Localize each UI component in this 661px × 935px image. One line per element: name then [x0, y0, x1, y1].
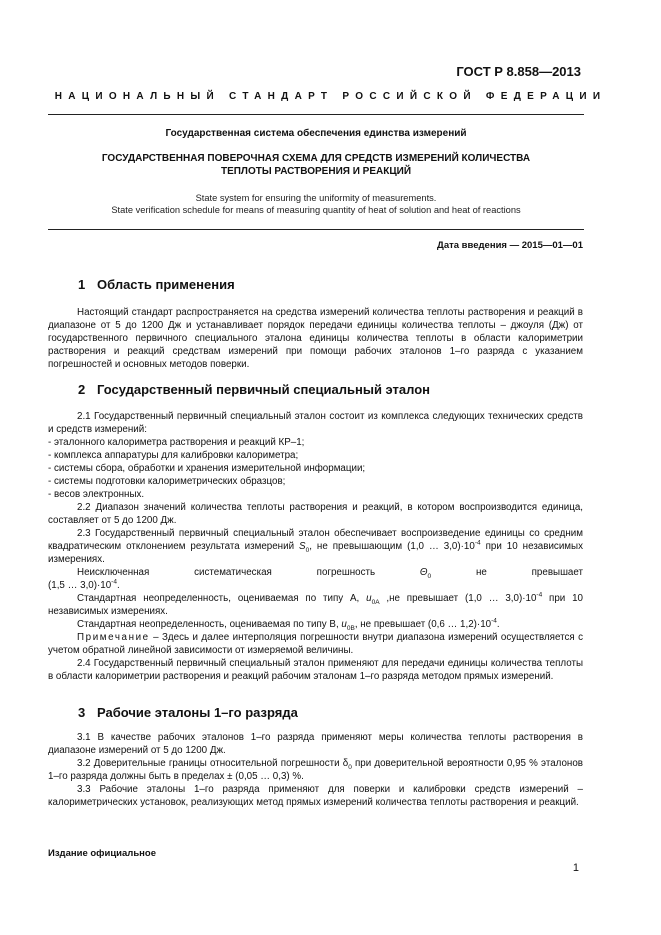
text-run: 2.3 Государственный первичный специальный эталон обеспечивает воспроизведение единицы со средним квадратическим отклонением результата измерений — [48, 528, 583, 552]
section-number: 1 — [78, 277, 86, 292]
text-run: (1,5 … 3,0)·10 — [48, 580, 112, 591]
exponent: -4 — [111, 578, 117, 586]
paragraph: 2.2 Диапазон значений количества теплоты растворения и реакций, в котором воспроизводится единица, составляет от 5 до 1200 Дж. — [48, 502, 583, 526]
english-title — [48, 192, 584, 216]
paragraph: 3.1 В качестве рабочих эталонов 1–го разряда применяют меры количества теплоты растворения в диапазоне измерений от 5 до 1200 Дж. — [48, 732, 583, 756]
paragraph — [48, 592, 583, 618]
exponent: -4 — [536, 591, 543, 599]
section-number: 2 — [78, 382, 86, 397]
section-title: Государственный первичный специальный эталон — [97, 382, 431, 397]
title-line-2: ТЕПЛОТЫ РАСТВОРЕНИЯ И РЕАКЦИЙ — [220, 166, 412, 177]
text-run: , не превышающим (1,0 … 3,0)·10 — [309, 541, 475, 552]
paragraph: 2.4 Государственный первичный специальный эталон применяют для передачи единицы количества теплоты в области калориметрии растворения и реакций рабочим эталонам 1–го разряда методом прямых измерений. — [48, 658, 583, 682]
text-run: , не превышает (0,6 … 1,2)·10 — [354, 619, 492, 630]
text-run: Стандартная неопределенность, оцениваемая по типу А, — [77, 593, 367, 604]
text-run: 3.2 Доверительные границы относительной погрешности δ — [77, 758, 349, 769]
list-item: - эталонного калориметра растворения и реакций КР–1; — [48, 437, 305, 448]
document-title — [48, 152, 584, 178]
english-title-line-2: State verification schedule for means of measuring quantity of heat of solution and heat of reactions — [111, 205, 521, 215]
symbol: u — [341, 619, 347, 630]
subscript: 0 — [427, 572, 432, 580]
paragraph — [48, 527, 583, 566]
text-run: . — [116, 580, 120, 591]
word: погрешность — [316, 567, 376, 578]
list-item: - комплекса аппаратуры для калибровки калориметра; — [48, 450, 299, 461]
list-item: - весов электронных. — [48, 489, 145, 500]
subscript: 0A — [371, 598, 380, 606]
list-item: - системы подготовки калориметрических образцов; — [48, 476, 286, 487]
subscript: 0 — [348, 763, 352, 771]
top-divider — [48, 114, 584, 115]
section-1-heading — [78, 277, 235, 292]
system-subtitle: Государственная система обеспечения единства измерений — [165, 128, 467, 139]
paragraph-line — [48, 579, 583, 592]
document-code: ГОСТ Р 8.858—2013 — [456, 64, 581, 79]
symbol: u — [366, 593, 372, 604]
page-number: 1 — [572, 862, 579, 874]
national-standard-heading: НАЦИОНАЛЬНЫЙ СТАНДАРТ РОССИЙСКОЙ ФЕДЕРАЦИИ — [54, 91, 607, 102]
list-item: - системы сбора, обработки и хранения измерительной информации; — [48, 463, 366, 474]
section-3-body — [48, 731, 583, 809]
title-divider — [48, 229, 584, 230]
text-run: ,не превышает (1,0 … 3,0)·10 — [379, 593, 537, 604]
paragraph: Настоящий стандарт распространяется на средства измерений количества теплоты растворения и реакций в диапазоне от 5 до 1200 Дж и устанавливает порядок передачи единицы количества теплоты – джоуля (Дж) от государственного первичного специального эталона единицы количества теплоты в области калориметрии растворения и реакций средствам измерений при помощи рабочих эталонов 1–го разряда с указанием погрешностей и основных методов поверки. — [48, 307, 583, 370]
word: не — [475, 567, 487, 578]
paragraph: 2.1 Государственный первичный специальный эталон состоит из комплекса следующих технических средств и средств измерений: — [48, 411, 583, 435]
text-run: Стандартная неопределенность, оцениваемая по типу В, — [77, 619, 342, 630]
word: систематическая — [194, 567, 272, 578]
english-title-line-1: State system for ensuring the uniformity of measurements. — [195, 193, 437, 203]
symbol: Θ — [419, 567, 428, 578]
text-run: . — [496, 619, 500, 630]
text-run: при 10 независимых измерениях. — [48, 541, 583, 565]
word: Неисключенная — [77, 567, 150, 578]
subscript: 0 — [305, 546, 310, 554]
symbol-group — [420, 566, 431, 579]
paragraph — [48, 757, 583, 783]
section-1-body — [48, 306, 583, 371]
section-2-heading — [78, 382, 430, 397]
text-run: при 10 независимых измерениях. — [48, 593, 583, 617]
edition-label: Издание официальное — [48, 848, 156, 859]
note — [48, 631, 583, 657]
paragraph-line — [48, 566, 583, 579]
title-line-1: ГОСУДАРСТВЕННАЯ ПОВЕРОЧНАЯ СХЕМА ДЛЯ СРЕДСТВ ИЗМЕРЕНИЙ КОЛИЧЕСТВА — [101, 153, 531, 164]
exponent: -4 — [491, 617, 497, 625]
paragraph: 3.3 Рабочие эталоны 1–го разряда применяют для поверки и калибровки средств измерений – калориметрических установок, реализующих метод прямых измерений количества теплоты растворения и реакций. — [48, 784, 583, 808]
section-3-heading — [78, 705, 298, 720]
paragraph — [48, 618, 583, 631]
section-number: 3 — [78, 705, 86, 720]
introduction-date: Дата введения — 2015—01—01 — [437, 240, 583, 251]
subscript: 0B — [346, 624, 355, 632]
section-title: Область применения — [97, 277, 235, 292]
note-label: Примечание — [77, 632, 150, 643]
section-2-body — [48, 410, 583, 683]
exponent: -4 — [474, 539, 481, 547]
text-run: при доверительной вероятности 0,95 % эталонов 1–го разряда должны быть в пределах ± (0,05 … 0,3) %. — [48, 758, 583, 782]
section-title: Рабочие эталоны 1–го разряда — [97, 705, 298, 720]
symbol: S — [299, 541, 306, 552]
note-text: – Здесь и далее интерполяция погрешности внутри диапазона измерений осуществляется с учетом обратной линейной зависимости от измеряемой величины. — [48, 632, 583, 656]
word: превышает — [531, 567, 583, 578]
